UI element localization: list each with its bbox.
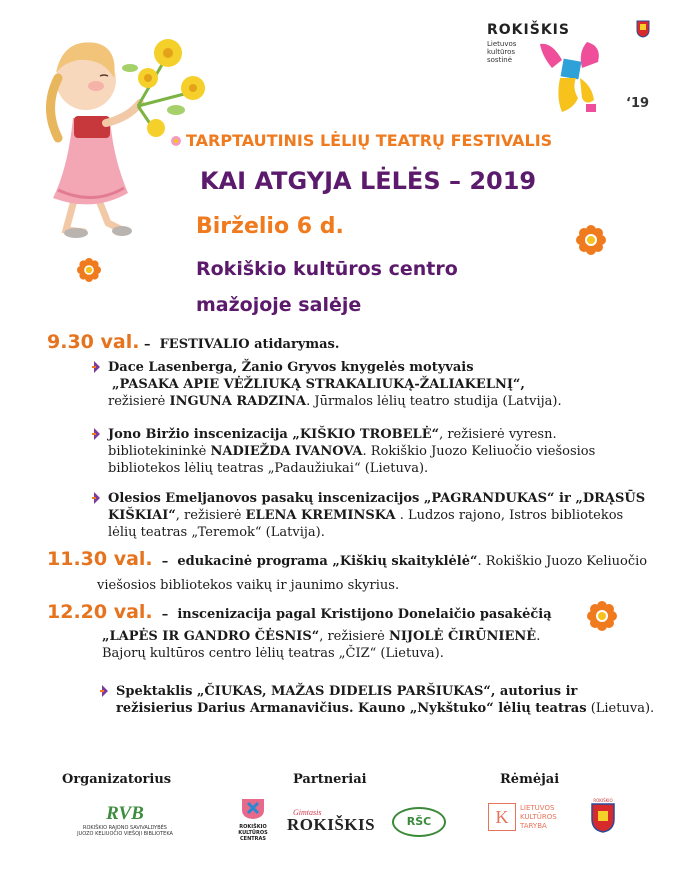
event-date: Birželio 6 d. [196, 214, 344, 239]
slot-text: inscenizacija pagal Kristijono Donelaičio pasakėčią [177, 607, 552, 622]
arrow-bullet-icon [92, 361, 102, 373]
festival-subtitle: TARPTAUTINIS LĖLIŲ TEATRŲ FESTIVALIS [186, 131, 553, 150]
schedule-slot-1 [47, 331, 339, 353]
rsc-logo: RŠC [392, 807, 446, 837]
orange-flower-icon [576, 225, 606, 255]
gimtasis-rokiskis-logo: Gimtasis ROKIŠKIS [287, 808, 376, 834]
slot-time: 9.30 val. [47, 331, 140, 353]
orange-flower-icon [77, 258, 101, 282]
slot-2-line-2: viešosios bibliotekos vaikų ir jaunimo skyrius. [97, 578, 400, 593]
logo-subtitle: Lietuvos kultūros sostinė [487, 40, 517, 64]
schedule-slot-3 [47, 601, 552, 623]
rokiskio-rajonas-logo: ROKIŠKIO [588, 798, 618, 837]
program-item: Olesios Emeljanovos pasakų inscenizacijos „PAGRANDUKAS“ ir „DRĄSŪS KIŠKIAI“, režisierė ELENA KREMINSKA . Ludzos rajono, Istros bibliotekos lėlių teatras „Teremok“ (Latvija). [92, 490, 645, 541]
slot-dash: – [139, 337, 151, 352]
logo-city-name: ROKIŠKIS [487, 22, 570, 38]
lietuvos-kulturos-taryba-logo: K LIETUVOS KULTŪROS TARYBA [488, 803, 557, 831]
coat-of-arms-icon [590, 803, 616, 833]
logo-year: ‘19 [626, 96, 650, 111]
coat-of-arms-icon [636, 20, 650, 38]
rvb-library-logo: RVB ROKIŠKIO RAJONO SAVIVALDYBĖS JUOZO KELIUOČIO VIEŠOJI BIBLIOTEKA [75, 803, 175, 837]
rokiskio-kulturos-centras-logo: ROKIŠKIO KULTŪROS CENTRAS [234, 798, 272, 842]
festival-title: KAI ATGYJA LĖLĖS – 2019 [200, 167, 537, 195]
slot-time: 11.30 val. [47, 548, 153, 570]
venue-line-2: mažojoje salėje [196, 294, 362, 316]
small-flower-icon [170, 135, 182, 147]
slot-text: FESTIVALIO atidarymas. [159, 337, 340, 352]
arrow-bullet-icon [92, 428, 102, 440]
arrow-bullet-icon [92, 492, 102, 504]
lkt-k-icon: K [488, 803, 516, 831]
sponsors-label: Rėmėjai [500, 772, 560, 787]
program-item: Spektaklis „ČIUKAS, MAŽAS DIDELIS PARŠIUKAS“, autorius ir režisierius Darius Armanavičius. Kauno „Nykštuko“ lėlių teatras (Lietuva). [100, 683, 654, 717]
slot-dash: – [161, 554, 169, 569]
slot-time: 12.20 val. [47, 601, 153, 623]
rvb-logo-text: RVB [106, 803, 144, 824]
organizer-label: Organizatorius [62, 772, 172, 787]
partners-label: Partneriai [293, 772, 367, 787]
venue-line-1: Rokiškio kultūros centro [196, 258, 458, 280]
slot-text: edukacinė programa „Kiškių skaityklėlė“. Rokiškio Juozo Keliuočio [177, 554, 648, 569]
rkc-shield-icon [240, 798, 266, 820]
program-item: Jono Biržio inscenizacija „KIŠKIO TROBELĖ“, režisierė vyresn. bibliotekininkė NADIEŽDA IVANOVA. Rokiškio Juozo Keliuočio viešosios bibliotekos lėlių teatras „Padaužiukai“ (Lietuva). [92, 426, 595, 477]
program-item: Dace Lasenberga, Žanio Gryvos knygelės motyvais „PASAKA APIE VĖŽLIUKĄ STRAKALIUKĄ-ŽALIAKELNĮ“, režisierė INGUNA RADZINA. Jūrmalos lėlių teatro studija (Latvija). [92, 359, 562, 410]
rokiskis-x-logo-icon [532, 38, 610, 116]
slot-3-details: „LAPĖS IR GANDRO ČĖSNIS“, režisierė NIJOLĖ ČIRŪNIENĖ. Bajorų kultūros centro lėlių teatras „ČIZ“ (Lietuva). [102, 629, 541, 661]
orange-flower-icon [587, 601, 617, 631]
schedule-slot-2 [47, 548, 647, 570]
arrow-bullet-icon [100, 685, 110, 697]
girl-with-flowers-illustration [18, 18, 208, 243]
slot-dash: – [161, 607, 169, 622]
